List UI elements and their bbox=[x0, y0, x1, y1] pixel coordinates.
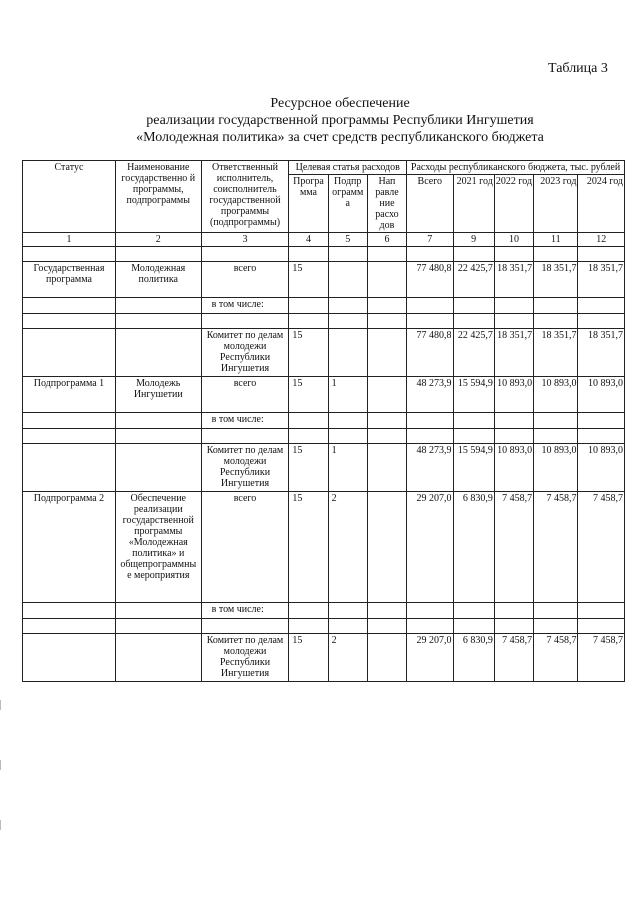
scan-margin-mark bbox=[0, 700, 1, 710]
cell-2024: 18 351,7 bbox=[578, 329, 625, 377]
title-line-1: Ресурсное обеспечение bbox=[270, 96, 410, 111]
cell-name: Молодежь Ингушетии bbox=[115, 377, 201, 413]
table-row bbox=[23, 603, 625, 619]
table-row bbox=[23, 444, 625, 492]
cell-2022: 7 458,7 bbox=[494, 492, 533, 603]
cell-direction bbox=[367, 444, 406, 492]
header-2024: 2024 год bbox=[578, 175, 625, 233]
cell-program: 15 bbox=[289, 634, 328, 682]
cell-name: Обеспечение реализации государственной программы «Молодежная политика» и общепрограммны е мероприятия bbox=[115, 492, 201, 603]
header-total: Всего bbox=[407, 175, 453, 233]
cell-2024: 10 893,0 bbox=[578, 377, 625, 413]
resource-table bbox=[22, 160, 625, 682]
cell-2021: 22 425,7 bbox=[453, 329, 494, 377]
cell-2024: 10 893,0 bbox=[578, 444, 625, 492]
table-row bbox=[23, 329, 625, 377]
table-row bbox=[23, 377, 625, 413]
cell-subprogram: 1 bbox=[328, 377, 367, 413]
cell-total: 48 273,9 bbox=[407, 377, 453, 413]
cell-executor: в том числе: bbox=[201, 603, 289, 619]
cell-2024: 7 458,7 bbox=[578, 634, 625, 682]
scan-margin-mark bbox=[0, 760, 1, 770]
cell-total: 77 480,8 bbox=[407, 329, 453, 377]
cell-status: Подпрограмма 1 bbox=[23, 377, 116, 413]
cell-subprogram: 2 bbox=[328, 492, 367, 603]
cell-status: Подпрограмма 2 bbox=[23, 492, 116, 603]
cell-2021: 6 830,9 bbox=[453, 634, 494, 682]
header-executor: Ответственный исполнитель, соисполнитель государственной программы (подпрограммы) bbox=[201, 161, 289, 233]
cell-total: 48 273,9 bbox=[407, 444, 453, 492]
cell-total: 29 207,0 bbox=[407, 634, 453, 682]
table-row bbox=[23, 413, 625, 429]
header-target-article: Целевая статья расходов bbox=[289, 161, 407, 175]
cell-2024: 18 351,7 bbox=[578, 262, 625, 298]
header-2021: 2021 год bbox=[453, 175, 494, 233]
header-status: Статус bbox=[23, 161, 116, 233]
col-number: 5 bbox=[328, 233, 367, 247]
cell-executor: всего bbox=[201, 262, 289, 298]
cell-program: 15 bbox=[289, 262, 328, 298]
col-number: 7 bbox=[407, 233, 453, 247]
table-number: Таблица 3 bbox=[548, 61, 608, 76]
col-number: 3 bbox=[201, 233, 289, 247]
col-number: 1 bbox=[23, 233, 116, 247]
cell-subprogram bbox=[328, 329, 367, 377]
header-subprogram: Подпр ограмм а bbox=[328, 175, 367, 233]
col-number: 4 bbox=[289, 233, 328, 247]
table-row bbox=[23, 298, 625, 314]
cell-2023: 10 893,0 bbox=[534, 444, 578, 492]
cell-direction bbox=[367, 329, 406, 377]
cell-executor: всего bbox=[201, 492, 289, 603]
header-2023: 2023 год bbox=[534, 175, 578, 233]
table-row bbox=[23, 492, 625, 603]
cell-2023: 10 893,0 bbox=[534, 377, 578, 413]
cell-subprogram: 2 bbox=[328, 634, 367, 682]
cell-2023: 18 351,7 bbox=[534, 262, 578, 298]
cell-subprogram: 1 bbox=[328, 444, 367, 492]
col-number: 2 bbox=[115, 233, 201, 247]
cell-direction bbox=[367, 262, 406, 298]
spacer-row bbox=[23, 619, 625, 634]
cell-executor: Комитет по делам молодежи Республики Ингушетия bbox=[201, 329, 289, 377]
cell-2021: 15 594,9 bbox=[453, 444, 494, 492]
title-line-2: реализации государственной программы Республики Ингушетия bbox=[146, 113, 534, 128]
cell-2023: 7 458,7 bbox=[534, 492, 578, 603]
table-row bbox=[23, 262, 625, 298]
header-expenses: Расходы республиканского бюджета, тыс. рублей bbox=[407, 161, 625, 175]
cell-program: 15 bbox=[289, 329, 328, 377]
cell-2024: 7 458,7 bbox=[578, 492, 625, 603]
col-number: 11 bbox=[534, 233, 578, 247]
cell-executor: Комитет по делам молодежи Республики Ингушетия bbox=[201, 634, 289, 682]
cell-2022: 10 893,0 bbox=[494, 444, 533, 492]
cell-total: 29 207,0 bbox=[407, 492, 453, 603]
column-numbers-row bbox=[23, 233, 625, 247]
cell-2023: 18 351,7 bbox=[534, 329, 578, 377]
cell-status: Государственная программа bbox=[23, 262, 116, 298]
table-row bbox=[23, 634, 625, 682]
cell-2022: 18 351,7 bbox=[494, 329, 533, 377]
spacer-row bbox=[23, 314, 625, 329]
cell-executor: всего bbox=[201, 377, 289, 413]
cell-program: 15 bbox=[289, 377, 328, 413]
spacer-row bbox=[23, 247, 625, 262]
document-title bbox=[80, 95, 600, 146]
cell-2021: 15 594,9 bbox=[453, 377, 494, 413]
spacer-row bbox=[23, 429, 625, 444]
col-number: 12 bbox=[578, 233, 625, 247]
scan-margin-mark bbox=[0, 820, 1, 830]
col-number: 9 bbox=[453, 233, 494, 247]
cell-direction bbox=[367, 492, 406, 603]
cell-program: 15 bbox=[289, 444, 328, 492]
header-direction: Нап равле ние расхо дов bbox=[367, 175, 406, 233]
title-line-3: «Молодежная политика» за счет средств республиканского бюджета bbox=[136, 130, 544, 145]
cell-total: 77 480,8 bbox=[407, 262, 453, 298]
cell-2021: 6 830,9 bbox=[453, 492, 494, 603]
col-number: 10 bbox=[494, 233, 533, 247]
cell-direction bbox=[367, 377, 406, 413]
header-2022: 2022 год bbox=[494, 175, 533, 233]
cell-2022: 7 458,7 bbox=[494, 634, 533, 682]
cell-2021: 22 425,7 bbox=[453, 262, 494, 298]
header-row-1 bbox=[23, 161, 625, 175]
cell-direction bbox=[367, 634, 406, 682]
cell-name: Молодежная политика bbox=[115, 262, 201, 298]
cell-program: 15 bbox=[289, 492, 328, 603]
cell-2023: 7 458,7 bbox=[534, 634, 578, 682]
header-name: Наименование государственно й программы, подпрограммы bbox=[115, 161, 201, 233]
cell-2022: 10 893,0 bbox=[494, 377, 533, 413]
col-number: 6 bbox=[367, 233, 406, 247]
cell-2022: 18 351,7 bbox=[494, 262, 533, 298]
cell-executor: в том числе: bbox=[201, 413, 289, 429]
cell-subprogram bbox=[328, 262, 367, 298]
cell-executor: Комитет по делам молодежи Республики Ингушетия bbox=[201, 444, 289, 492]
cell-executor: в том числе: bbox=[201, 298, 289, 314]
header-program: Програ мма bbox=[289, 175, 328, 233]
